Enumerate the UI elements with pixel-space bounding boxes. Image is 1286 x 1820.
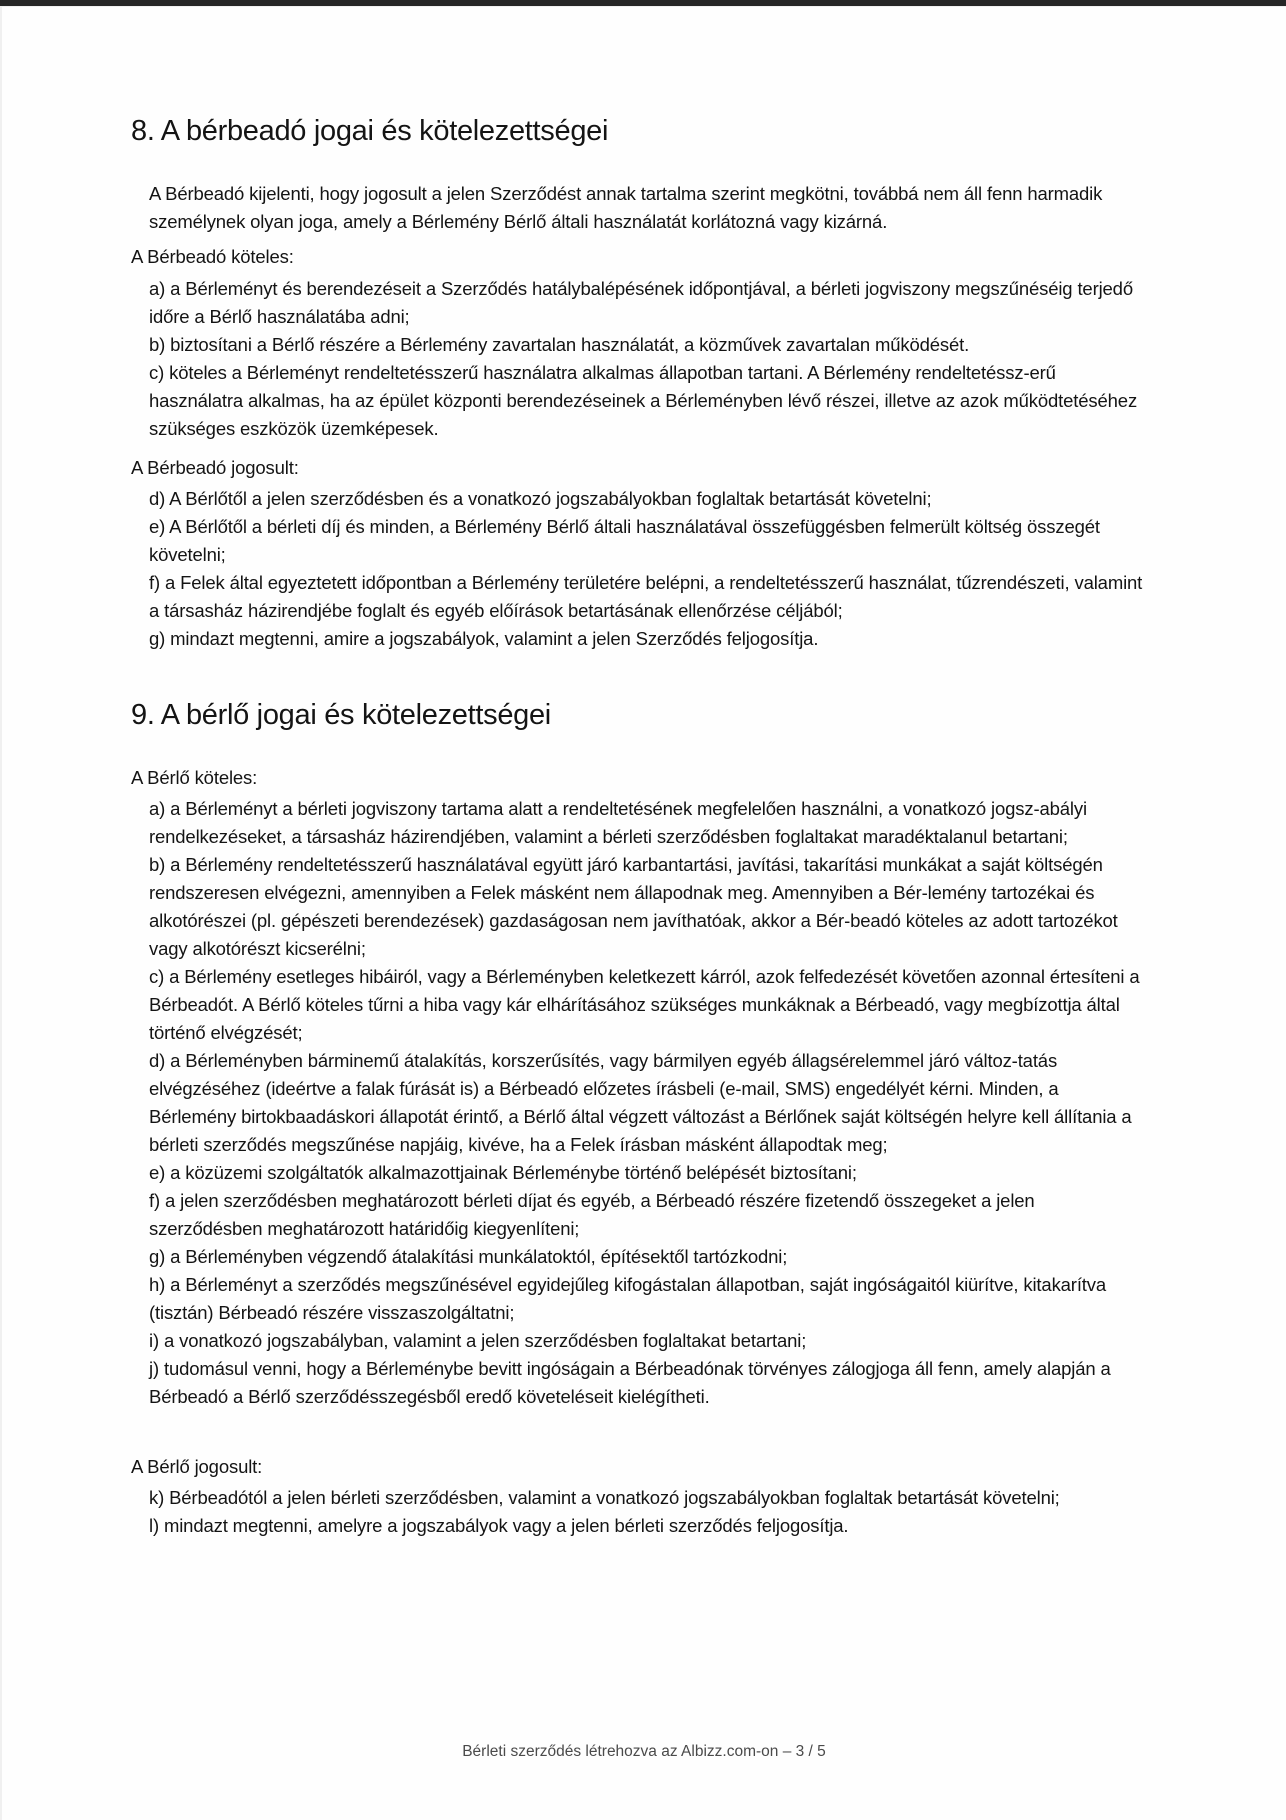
tenant-rights-heading: A Bérlő jogosult: — [131, 1456, 263, 1477]
page-footer: Bérleti szerződés létrehozva az Albizz.com-on – 3 / 5 — [462, 1743, 826, 1760]
section-9-title: 9. A bérlő jogai és kötelezettségei — [131, 699, 551, 731]
landlord-obligations-list — [149, 275, 1149, 443]
list-item: a) a Bérleményt és berendezéseit a Szerződés hatálybalépésének időpontjával, a bérleti jogviszony megszűnéséig terjedő időre a Bérlő használatába adni; — [149, 278, 1133, 327]
viewer-top-bar — [0, 0, 1286, 6]
list-item: e) a közüzemi szolgáltatók alkalmazottjainak Bérleménybe történő belépését biztosítani; — [149, 1162, 857, 1183]
list-item: d) A Bérlőtől a jelen szerződésben és a vonatkozó jogszabályokban foglaltak betartását követelni; — [149, 488, 932, 509]
list-item: h) a Bérleményt a szerződés megszűnésével egyidejűleg kifogástalan állapotban, saját ingóságaitól kiürítve, kitakarítva (tisztán) Bérbeadó részére visszaszolgáltatni; — [149, 1274, 1107, 1323]
section-8-title: 8. A bérbeadó jogai és kötelezettségei — [131, 115, 609, 147]
list-item: f) a Felek által egyeztetett időpontban a Bérlemény területére belépni, a rendeltetésszerű használat, tűzrendészeti, valamint a társasház házirendjébe foglalt és egyéb előírások betartásának ellenőrzése céljából; — [149, 572, 1143, 621]
list-item: l) mindazt megtenni, amelyre a jogszabályok vagy a jelen bérleti szerződés feljogosítja. — [149, 1515, 849, 1536]
tenant-rights-list — [149, 1484, 1149, 1540]
list-item: k) Bérbeadótól a jelen bérleti szerződésben, valamint a vonatkozó jogszabályokban foglaltak betartását követelni; — [149, 1487, 1060, 1508]
section-8-intro: A Bérbeadó kijelenti, hogy jogosult a jelen Szerződést annak tartalma szerint megkötni, továbbá nem áll fenn harmadik személynek olyan joga, amely a Bérlemény Bérlő általi használatát korlátozná vagy kizárná. — [149, 183, 1103, 232]
list-item: b) biztosítani a Bérlő részére a Bérlemény zavartalan használatát, a közművek zavartalan működését. — [149, 334, 970, 355]
tenant-obligations-heading: A Bérlő köteles: — [131, 767, 258, 788]
list-item: c) köteles a Bérleményt rendeltetésszerű használatra alkalmas állapotban tartani. A Bérlemény rendeltetéssz-erű használatra alkalmas, ha az épület központi berendezéseinek a Bérleményben lévő részei, illetve az azok működtetéséhez szükséges eszközök üzemképesek. — [149, 362, 1138, 439]
landlord-rights-list — [149, 485, 1149, 653]
list-item: f) a jelen szerződésben meghatározott bérleti díjat és egyéb, a Bérbeadó részére fizetendő összegeket a jelen szerződésben meghatározott határidőig kiegyenlíteni; — [149, 1190, 1035, 1239]
document-page — [2, 7, 1286, 1820]
list-item: b) a Bérlemény rendeltetésszerű használatával együtt járó karbantartási, javítási, takarítási munkákat a saját költségén rendszeresen elvégezni, amennyiben a Felek másként nem állapodnak meg. Amennyiben a Bér-lemény tartozékai és alkotórészei (pl. gépészeti berendezések) gazdaságosan nem javíthatóak, akkor a Bér-beadó köteles az adott tartozékot vagy alkotórészt kicserélni; — [149, 854, 1118, 959]
list-item: i) a vonatkozó jogszabályban, valamint a jelen szerződésben foglaltakat betartani; — [149, 1330, 807, 1351]
tenant-obligations-list — [149, 795, 1149, 1411]
list-item: g) mindazt megtenni, amire a jogszabályok, valamint a jelen Szerződés feljogosítja. — [149, 628, 819, 649]
list-item: e) A Bérlőtől a bérleti díj és minden, a Bérlemény Bérlő általi használatával összefüggésben felmerült költség összegét követelni; — [149, 516, 1100, 565]
landlord-rights-heading: A Bérbeadó jogosult: — [131, 457, 299, 478]
list-item: j) tudomásul venni, hogy a Bérleménybe bevitt ingóságain a Bérbeadónak törvényes zálogjoga áll fenn, amely alapján a Bérbeadó a Bérlő szerződésszegésből eredő követeléseit kielégítheti. — [149, 1358, 1111, 1407]
list-item: d) a Bérleményben bárminemű átalakítás, korszerűsítés, vagy bármilyen egyéb állagsérelemmel járó változ-tatás elvégzéséhez (ideértve a falak fúrását is) a Bérbeadó előzetes írásbeli (e-mail, SMS) engedélyét kérni. Minden, a Bérlemény birtokbaadáskori állapotát érintő, a Bérlő által végzett változást a Bérlőnek saját költségén helyre kell állítania a bérleti szerződés megszűnése napjáig, kivéve, ha a Felek írásban másként állapodtak meg; — [149, 1050, 1132, 1155]
list-item: c) a Bérlemény esetleges hibáiról, vagy a Bérleményben keletkezett kárról, azok felfedezését követően azonnal értesíteni a Bérbeadót. A Bérlő köteles tűrni a hiba vagy kár elhárításához szükséges munkáknak a Bérbeadó, vagy megbízottja által történő elvégzését; — [149, 966, 1140, 1043]
list-item: g) a Bérleményben végzendő átalakítási munkálatoktól, építésektől tartózkodni; — [149, 1246, 788, 1267]
landlord-obligations-heading: A Bérbeadó köteles: — [131, 246, 294, 267]
list-item: a) a Bérleményt a bérleti jogviszony tartama alatt a rendeltetésének megfelelően használni, a vonatkozó jogsz-abályi rendelkezéseket, a társasház házirendjében, valamint a bérleti szerződésben foglaltakat maradéktalanul betartani; — [149, 798, 1087, 847]
